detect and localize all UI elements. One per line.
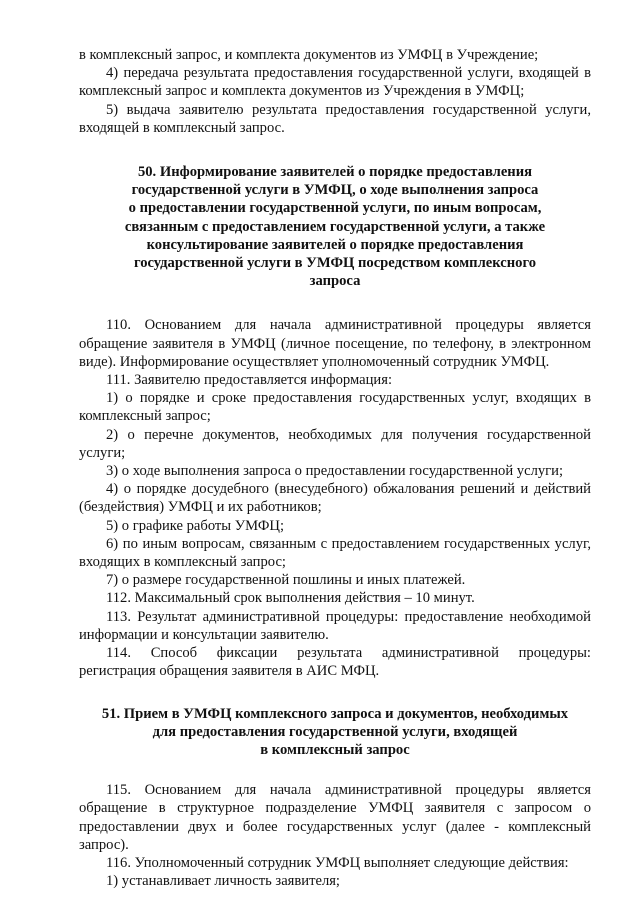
list-item-116-1: 1) устанавливает личность заявителя; [106,873,340,890]
list-item-111-4: 4) о порядке досудебного (внесудебного) обжалования решений и действий (бездействия) УМФЦ и их работников; [79,481,591,516]
section-50-heading-line: запроса [309,273,361,290]
paragraph-114: 114. Способ фиксации результата административной процедуры: регистрация обращения заявителя в АИС МФЦ. [79,645,591,680]
paragraph-113: 113. Результат административной процедуры: предоставление необходимой информации и консультации заявителю. [79,608,591,643]
list-item-111-6: 6) по иным вопросам, связанным с предоставлением государственных услуг, входящих в комплексный запрос; [79,535,591,571]
section-50-heading-line: о предоставлении государственной услуги, по иным вопросам, [128,200,542,217]
section-50-heading-line: 50. Информирование заявителей о порядке предоставления [137,164,533,181]
section-50-heading-line: государственной услуги в УМФЦ, о ходе выполнения запроса [131,182,539,199]
list-item-111-7: 7) о размере государственной пошлины и иных платежей. [106,572,466,589]
section-50-heading [79,163,591,290]
section-50-heading-line: связанным с предоставлением государственной услуги, а также [124,218,546,235]
paragraph-116: 116. Уполномоченный сотрудник УМФЦ выполняет следующие действия: [106,854,569,871]
list-item-111-5: 5) о графике работы УМФЦ; [106,517,285,534]
intro-paragraph-3: 5) выдача заявителю результата предоставления государственной услуги, входящей в комплексный запрос. [79,101,591,136]
list-item-111-3: 3) о ходе выполнения запроса о предоставлении государственной услуги; [106,463,564,480]
section-50-heading-line: консультирование заявителей о порядке предоставления [146,236,524,253]
paragraph-115: 115. Основанием для начала административной процедуры является обращение в структурное подразделение УМФЦ заявителя с запросом о предоставлении двух и более государственных услуг (далее - комплексный запрос). [79,782,591,853]
list-item-111-2: 2) о перечне документов, необходимых для получения государственной услуги; [79,426,591,461]
section-51-heading-line: для предоставления государственной услуги, входящей [152,723,518,740]
intro-paragraph-2: 4) передача результата предоставления государственной услуги, входящей в комплексный запрос и комплекта документов из Учреждения в УМФЦ; [79,65,591,100]
section-51-heading-line: в комплексный запрос [260,741,410,758]
paragraph-110: 110. Основанием для начала административной процедуры является обращение заявителя в УМФЦ (личное посещение, по телефону, в электронном виде). Информирование осуществляет уполномоченный сотрудник УМФЦ. [79,317,591,370]
section-51-heading [79,705,591,760]
section-50-heading-line: государственной услуги в УМФЦ посредством комплексного [133,255,537,272]
paragraph-112: 112. Максимальный срок выполнения действия – 10 минут. [106,590,475,607]
list-item-111-1: 1) о порядке и сроке предоставления государственных услуг, входящих в комплексный запрос; [79,390,591,425]
section-51-heading-line: 51. Прием в УМФЦ комплексного запроса и документов, необходимых [101,705,569,722]
intro-paragraph-1: в комплексный запрос, и комплекта документов из УМФЦ в Учреждение; [79,47,539,63]
paragraph-111: 111. Заявителю предоставляется информация: [106,372,392,389]
